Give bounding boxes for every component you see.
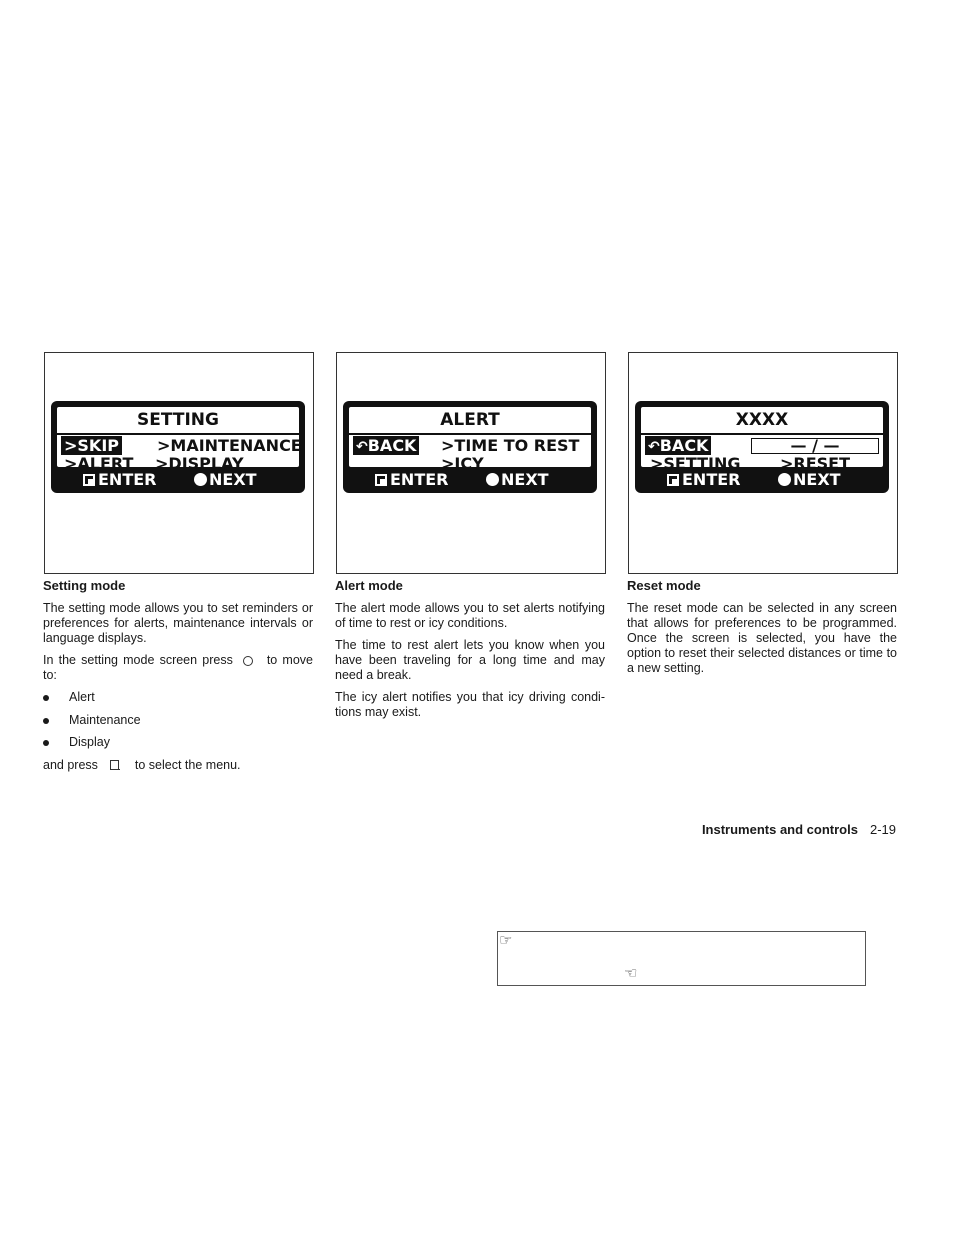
lcd-divider <box>641 433 883 435</box>
menu-item-time-to-rest: >TIME TO REST <box>441 436 580 455</box>
lcd-next-hint: NEXT <box>194 470 257 490</box>
enter-icon <box>110 760 121 772</box>
circle-icon <box>486 473 499 486</box>
list-item: Maintenance <box>69 713 141 728</box>
menu-item-back: ↶BACK <box>353 436 419 455</box>
lcd-enter-hint: ENTER <box>375 470 448 490</box>
menu-item-alert: >ALERT <box>64 454 134 473</box>
setting-mode-heading: Setting mode <box>43 578 126 593</box>
alert-mode-figure <box>336 352 606 574</box>
reset-mode-figure <box>628 352 898 574</box>
page-footer <box>702 822 896 838</box>
menu-item-display: >DISPLAY <box>155 454 244 473</box>
icy-alert-description: The icy alert notifies you that icy driving condi-tions may exist. <box>335 690 605 719</box>
lcd-screen <box>57 407 302 473</box>
setting-mode-figure <box>44 352 314 574</box>
menu-item-icy: >ICY <box>441 454 484 473</box>
alert-mode-heading: Alert mode <box>335 578 403 593</box>
menu-item-back: ↶BACK <box>645 436 711 455</box>
circle-icon <box>194 473 207 486</box>
lcd-title: ALERT <box>440 410 500 430</box>
lcd-title: XXXX <box>735 410 789 430</box>
lcd-next-hint: NEXT <box>486 470 549 490</box>
setting-mode-select-instruction: and press to select the menu. <box>43 758 241 772</box>
pointing-hand-icon: ☜ <box>624 965 638 982</box>
menu-item-skip: >SKIP <box>61 436 122 455</box>
lcd-enter-hint: ENTER <box>83 470 156 490</box>
lcd-display <box>343 401 597 493</box>
enter-icon <box>375 474 387 486</box>
bullet-icon <box>43 695 49 701</box>
lcd-display <box>635 401 889 493</box>
lcd-divider <box>349 433 591 435</box>
setting-mode-instruction: In the setting mode screen press to move to: <box>43 653 313 682</box>
back-arrow-icon: ↶ <box>648 439 660 455</box>
value-placeholder: — / — <box>790 436 840 455</box>
reset-mode-description: The reset mode can be selected in any screen that allows for preferences to be programmed. Once the screen is selected, you have the option to reset their selected distances or time to a new setting. <box>627 601 897 675</box>
reset-mode-heading: Reset mode <box>627 578 701 593</box>
lcd-screen <box>641 407 883 473</box>
bullet-icon <box>43 718 49 724</box>
enter-icon <box>83 474 95 486</box>
lcd-next-hint: NEXT <box>778 470 841 490</box>
lcd-enter-hint: ENTER <box>667 470 740 490</box>
menu-item-setting: >SETTING <box>650 454 741 473</box>
lcd-divider <box>57 433 299 435</box>
bullet-icon <box>43 740 49 746</box>
menu-item-reset: >RESET <box>780 454 851 473</box>
back-arrow-icon: ↶ <box>356 439 368 455</box>
value-field <box>751 438 879 454</box>
menu-item-maintenance: >MAINTENANCE <box>157 436 302 455</box>
time-to-rest-description: The time to rest alert lets you know when you have been traveling for a long time and may need a break. <box>335 638 605 682</box>
circle-icon <box>243 656 253 666</box>
lcd-title: SETTING <box>137 410 219 430</box>
pointing-hand-icon: ☞ <box>499 932 513 949</box>
lcd-screen <box>349 407 591 473</box>
enter-icon <box>667 474 679 486</box>
list-item: Alert <box>69 690 95 705</box>
section-title: Instruments and controls <box>701 822 858 837</box>
setting-mode-description: The setting mode allows you to set reminders or preferences for alerts, maintenance intervals or language displays. <box>43 601 313 645</box>
list-item: Display <box>69 735 110 750</box>
alert-mode-description: The alert mode allows you to set alerts notifying of time to rest or icy conditions. <box>335 601 605 630</box>
lcd-display <box>51 401 305 493</box>
circle-icon <box>778 473 791 486</box>
page-number: 2-19 <box>869 822 896 837</box>
note-box <box>497 931 866 986</box>
